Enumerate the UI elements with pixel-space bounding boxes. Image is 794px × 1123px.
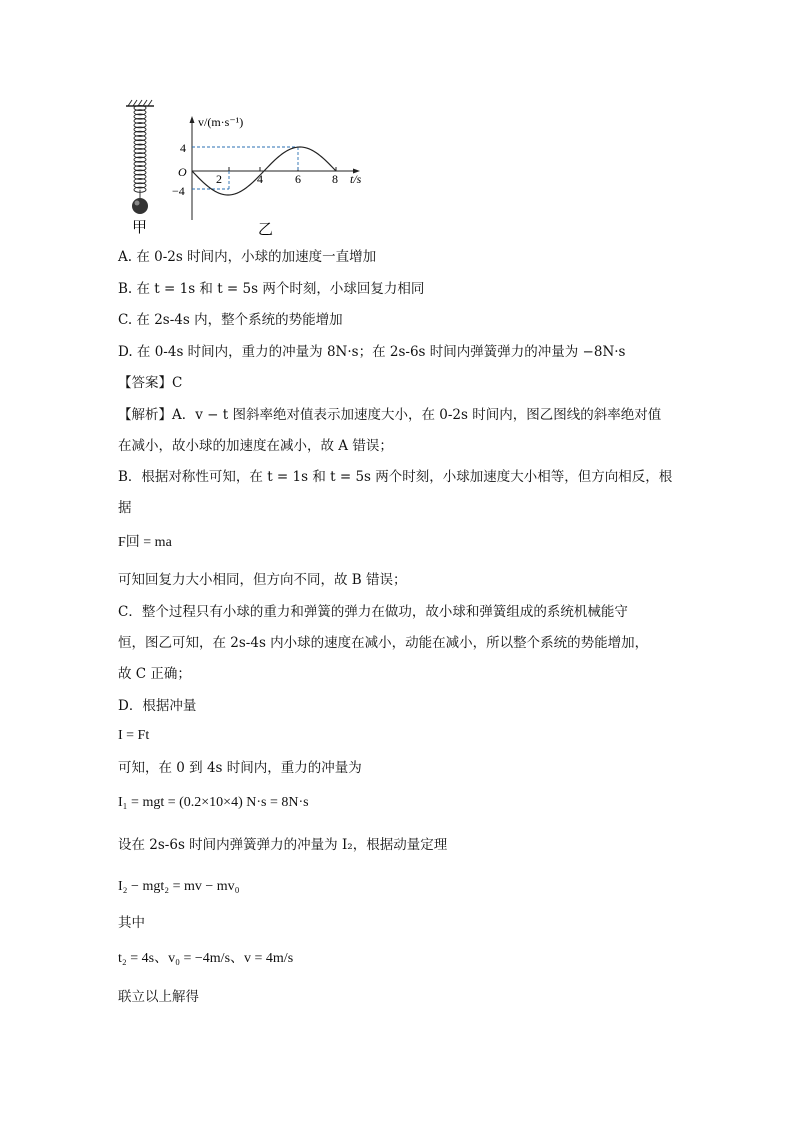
analysis-line-1: 【解析】A．v − t 图斜率绝对值表示加速度大小，在 0-2s 时间内，图乙图线的斜率绝对值	[118, 407, 662, 423]
spring-apparatus	[126, 100, 154, 214]
caption-jia: 甲	[132, 220, 148, 236]
physics-figure	[110, 96, 380, 241]
y-tick-4: 4	[180, 141, 186, 155]
option-a: A. 在 0-2s 时间内，小球的加速度一直增加	[118, 249, 377, 265]
equation-gravity-impulse: I₁ = mgt = (0.2×10×4) N·s = 8N·s	[118, 795, 309, 810]
analysis-line-9: D．根据冲量	[118, 698, 197, 714]
equation-impulse: I = Ft	[118, 728, 150, 743]
x-tick-8: 8	[332, 172, 338, 186]
option-d: D. 在 0-4s 时间内，重力的冲量为 8N·s；在 2s-6s 时间内弹簧弹力的冲量为 −8N·s	[118, 344, 626, 360]
analysis-line-2: 在减小，故小球的加速度在减小，故 A 错误；	[118, 438, 393, 454]
analysis-line-7: 恒，图乙可知，在 2s-4s 内小球的速度在减小，动能在减小，所以整个系统的势能增加，	[118, 635, 649, 651]
analysis-line-6: C．整个过程只有小球的重力和弹簧的弹力在做功，故小球和弹簧组成的系统机械能守	[118, 604, 628, 620]
y-tick-neg4: −4	[172, 184, 185, 198]
equation-momentum-theorem: I₂ − mgt₂ = mv − mv₀	[118, 879, 240, 894]
ball	[132, 198, 148, 214]
caption-yi: 乙	[258, 222, 274, 238]
analysis-line-8: 故 C 正确；	[118, 666, 191, 682]
answer: 【答案】C	[118, 375, 183, 391]
origin-label: O	[178, 165, 187, 179]
analysis-line-10: 可知，在 0 到 4s 时间内，重力的冲量为	[118, 760, 362, 776]
analysis-line-4: 据	[118, 500, 132, 516]
equation-newton: F回 = ma	[118, 535, 172, 550]
analysis-line-12: 其中	[118, 915, 145, 931]
x-tick-6: 6	[295, 172, 301, 186]
y-axis-label: v/(m·s⁻¹)	[198, 115, 244, 129]
analysis-line-13: 联立以上解得	[118, 989, 199, 1005]
analysis-line-3: B．根据对称性可知，在 t = 1s 和 t = 5s 两个时刻，小球加速度大小相等，但方向相反，根	[118, 469, 673, 485]
equation-values: t₂ = 4s、v₀ = −4m/s、v = 4m/s	[118, 951, 294, 966]
vt-graph	[172, 115, 362, 220]
analysis-line-11: 设在 2s-6s 时间内弹簧弹力的冲量为 I₂，根据动量定理	[118, 837, 448, 853]
spring-coil	[134, 105, 146, 198]
x-tick-4: 4	[257, 172, 263, 186]
analysis-line-5: 可知回复力大小相同，但方向不同，故 B 错误；	[118, 572, 407, 588]
x-axis-label: t/s	[350, 172, 362, 186]
option-c: C. 在 2s-4s 内，整个系统的势能增加	[118, 312, 343, 328]
x-tick-2: 2	[216, 172, 222, 186]
option-b: B. 在 t = 1s 和 t = 5s 两个时刻，小球回复力相同	[118, 281, 425, 297]
